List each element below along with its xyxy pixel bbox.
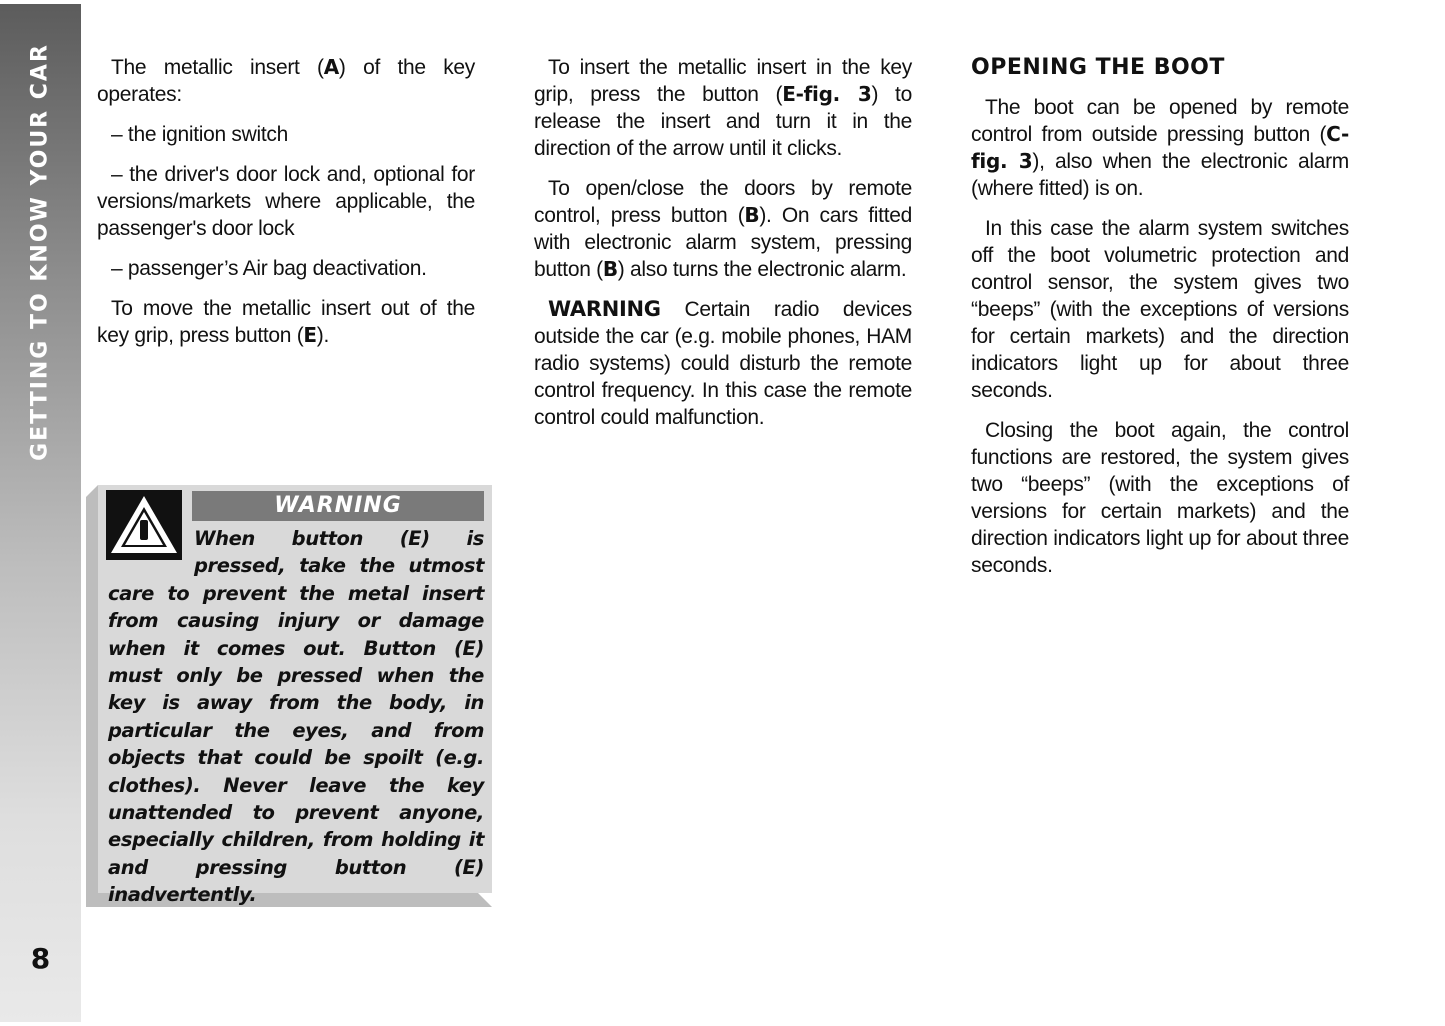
ref-a: A	[323, 55, 339, 79]
column-right	[971, 54, 1349, 592]
inline-warning-label: WARNING	[548, 297, 661, 321]
paragraph-open-close-doors: To open/close the doors by remote control, press button (B). On cars fitted with electronic alarm system, pressing button (B) also turns the electronic alarm.	[534, 177, 912, 281]
ref-c-fig3: C-fig. 3	[971, 122, 1349, 173]
paragraph-move-insert: To move the metallic insert out of the key grip, press button (E).	[97, 297, 475, 347]
warning-title: WARNING	[192, 491, 484, 521]
page-number: 8	[30, 942, 51, 975]
warning-text: When button (E) is pressed, take the utmost care to prevent the metal insert from causing injury or damage when it comes out. Button (E) must only be pressed when the key is away from the body, in particular the eyes, and from objects that could be spoilt (e.g. clothes). Never leave the key unattended to prevent anyone, especially children, from holding it and pressing button (E) inadvertently.	[108, 527, 484, 907]
paragraph-boot-remote: The boot can be opened by remote control from outside pressing button (C-fig. 3), also when the electronic alarm (where fitted) is on.	[971, 96, 1349, 200]
warning-box	[86, 485, 492, 907]
chapter-sidebar	[0, 4, 81, 1022]
paragraph-closing-boot: Closing the boot again, the control functions are restored, the system gives two “beeps” (with the exceptions of versions for certain markets) and the direction indicators light up for about three seconds.	[971, 419, 1349, 577]
list-item-door-lock: – the driver's door lock and, optional for versions/markets where applicable, the passenger's door lock	[97, 163, 475, 240]
column-middle	[534, 54, 912, 444]
paragraph-insert-metallic: To insert the metallic insert in the key grip, press the button (E-fig. 3) to release the insert and turn it in the direction of the arrow until it clicks.	[534, 56, 912, 160]
chapter-title: GETTING TO KNOW YOUR CAR	[27, 43, 53, 461]
ref-b-second: B	[602, 257, 618, 281]
ref-b: B	[744, 203, 760, 227]
column-left	[97, 54, 475, 362]
warning-box-body	[98, 485, 492, 907]
ref-e-fig3: E-fig. 3	[782, 82, 872, 106]
paragraph-insert-operates: The metallic insert (A) of the key operates:	[97, 55, 475, 106]
warning-box-shadow-left	[86, 485, 98, 907]
section-heading-opening-boot: OPENING THE BOOT	[971, 55, 1225, 80]
paragraph-radio-warning: WARNING Certain radio devices outside the car (e.g. mobile phones, HAM radio systems) could disturb the remote control frequency. In this case the remote control could malfunction.	[534, 297, 912, 429]
list-item-ignition: – the ignition switch	[111, 123, 288, 146]
paragraph-alarm-system: In this case the alarm system switches off the boot volumetric protection and control sensor, the system gives two “beeps” (with the exceptions of versions for certain markets) and the direction indicators light up for about three seconds.	[971, 217, 1349, 402]
list-item-airbag: – passenger’s Air bag deactivation.	[111, 257, 427, 280]
ref-e: E	[303, 323, 317, 347]
